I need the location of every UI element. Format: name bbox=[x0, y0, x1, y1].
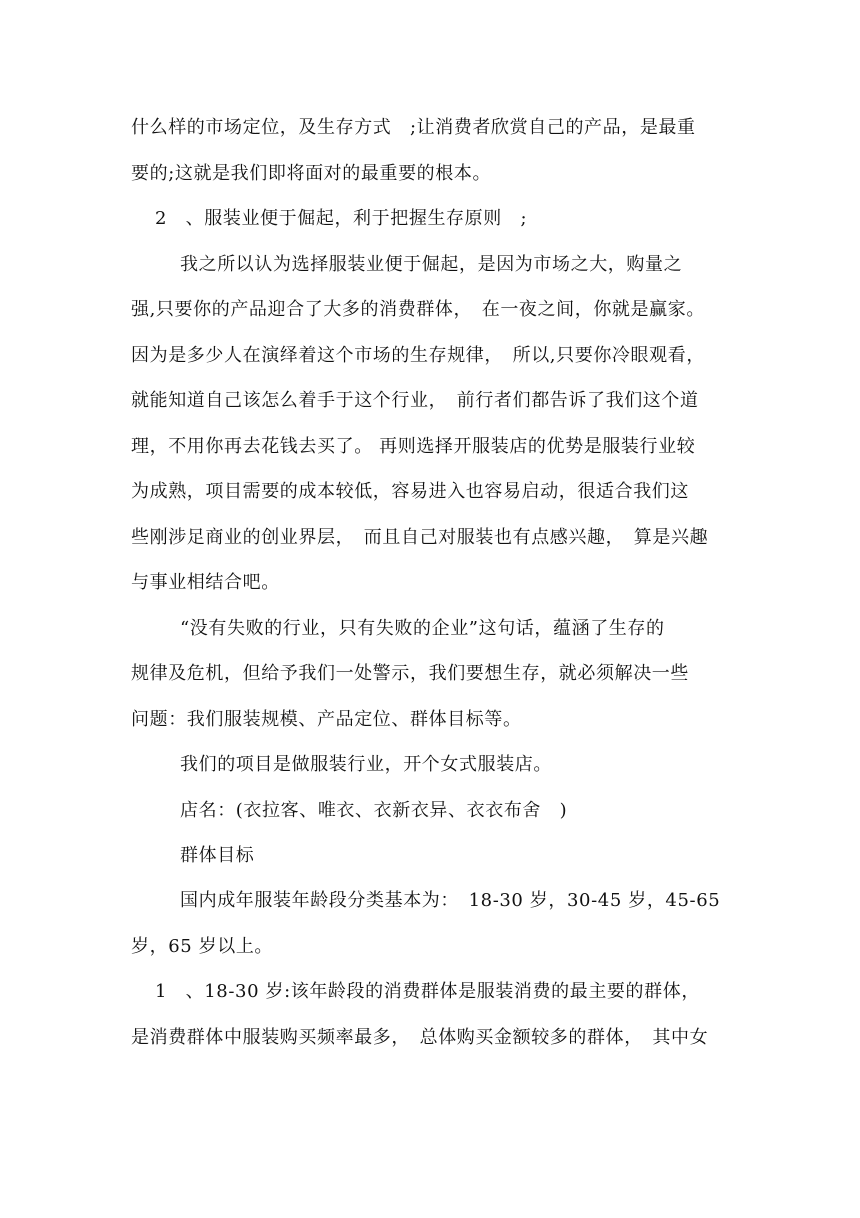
project-statement: 我们的项目是做服装行业，开个女式服装店。 bbox=[180, 754, 552, 775]
body-line: 些刚涉足商业的创业界层， 而且自己对服装也有点感兴趣， 算是兴趣 bbox=[131, 527, 709, 548]
list-item-1: 1 、18-30 岁:该年龄段的消费群体是服装消费的最主要的群体， bbox=[155, 981, 700, 1002]
body-line: 因为是多少人在演绎着这个市场的生存规律， 所以,只要你冷眼观看， bbox=[131, 345, 705, 366]
body-line: 强,只要你的产品迎合了大多的消费群体， 在一夜之间，你就是赢家。 bbox=[131, 299, 705, 320]
store-names: 店名：(衣拉客、唯衣、衣新衣异、衣衣布舍 ) bbox=[180, 800, 568, 821]
body-line: 与事业相结合吧。 bbox=[131, 572, 280, 593]
paragraph-start: 国内成年服装年龄段分类基本为： 18-30 岁，30-45 岁，45-65 bbox=[180, 890, 721, 911]
body-line: 要的;这就是我们即将面对的最重要的根本。 bbox=[131, 163, 492, 184]
section-heading-target-group: 群体目标 bbox=[180, 845, 255, 866]
body-line: 问题：我们服装规模、产品定位、群体目标等。 bbox=[131, 709, 522, 730]
body-line: 规律及危机，但给予我们一处警示，我们要想生存，就必须解决一些 bbox=[131, 663, 689, 684]
section-heading-2: 2 、服装业便于倔起，利于把握生存原则 ; bbox=[155, 208, 528, 229]
body-line: 为成熟，项目需要的成本较低，容易进入也容易启动，很适合我们这 bbox=[131, 481, 689, 502]
body-line: 理，不用你再去花钱去买了。 再则选择开服装店的优势是服装行业较 bbox=[131, 436, 696, 457]
body-line: 是消费群体中服装购买频率最多， 总体购买金额较多的群体， 其中女 bbox=[131, 1027, 709, 1048]
body-line: 什么样的市场定位，及生存方式 ;让消费者欣赏自己的产品，是最重 bbox=[131, 117, 696, 138]
paragraph-start: “没有失败的行业，只有失败的企业”这句话，蕴涵了生存的 bbox=[180, 618, 665, 639]
body-line: 岁，65 岁以上。 bbox=[131, 936, 274, 957]
paragraph-start: 我之所以认为选择服装业便于倔起，是因为市场之大，购量之 bbox=[180, 254, 683, 275]
body-line: 就能知道自己该怎么着手于这个行业， 前行者们都告诉了我们这个道 bbox=[131, 390, 699, 411]
